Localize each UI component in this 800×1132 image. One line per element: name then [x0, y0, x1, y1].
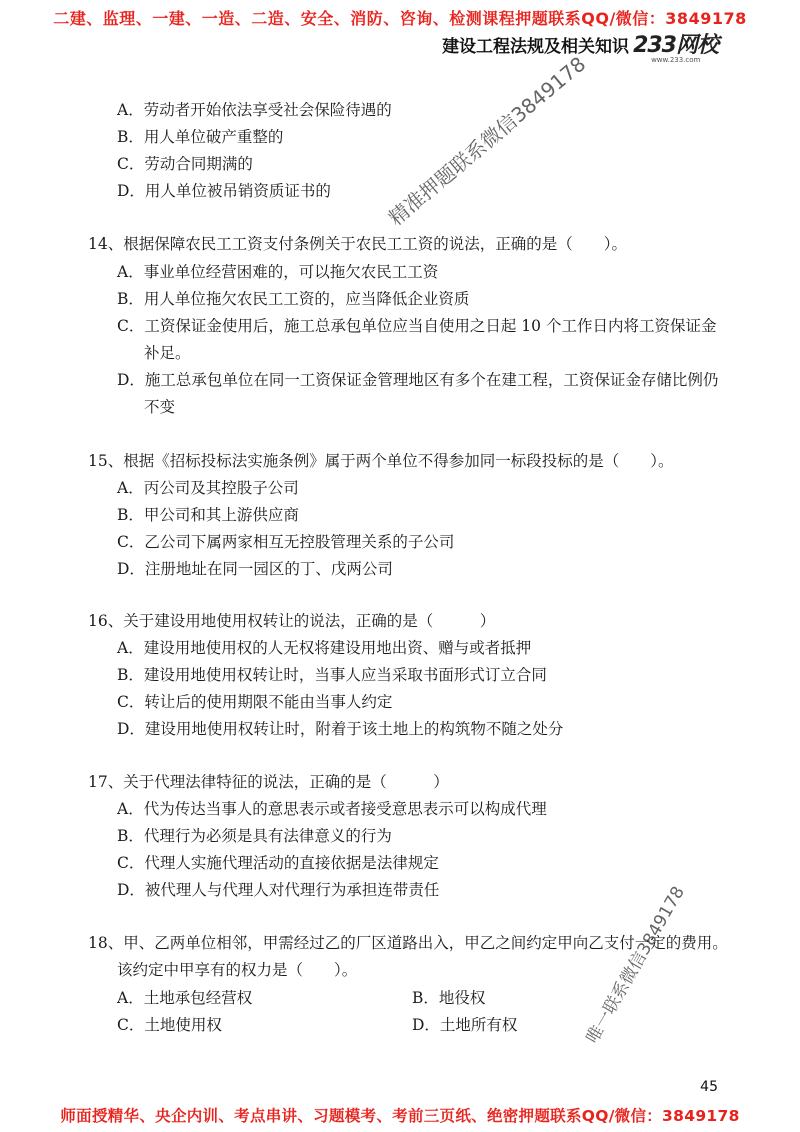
option: C．转让后的使用期限不能由当事人约定: [117, 693, 393, 711]
option-continuation: 不变: [144, 398, 176, 416]
logo-text: 233网校: [633, 33, 718, 58]
option: B．用人单位破产重整的: [117, 128, 284, 146]
option: B．建设用地使用权转让时，当事人应当采取书面形式订立合同: [117, 666, 547, 684]
question-stem: 17、关于代理法律特征的说法，正确的是（ ）: [88, 773, 449, 791]
option: D．被代理人与代理人对代理行为承担连带责任: [117, 881, 440, 899]
option: D．土地所有权: [412, 1016, 518, 1034]
option: B．代理行为必须是具有法律意义的行为: [117, 827, 392, 845]
option: D．建设用地使用权转让时，附着于该土地上的构筑物不随之处分: [117, 720, 564, 738]
question-stem: 16、关于建设用地使用权转让的说法，正确的是（ ）: [88, 612, 496, 630]
top-contact-banner: 二建、监理、一建、一造、二造、安全、消防、咨询、检测课程押题联系QQ/微信：3849178: [53, 9, 747, 28]
option: B．地役权: [412, 989, 486, 1007]
logo-subtext: www.233.com: [651, 56, 701, 64]
question-stem-continuation: 该约定中甲享有的权力是（ ）。: [117, 961, 358, 979]
option: D．用人单位被吊销资质证书的: [117, 182, 331, 200]
option-continuation: 补足。: [144, 344, 191, 362]
watermark-text: 唯一联系微信3849178: [582, 883, 689, 1047]
option: A．事业单位经营困难的，可以拖欠农民工工资: [117, 263, 439, 281]
watermark-text: 精准押题联系微信3849178: [383, 51, 591, 231]
option: A．土地承包经营权: [117, 989, 253, 1007]
option: A．代为传达当事人的意思表示或者接受意思表示可以构成代理: [117, 800, 547, 818]
option: C．代理人实施代理活动的直接依据是法律规定: [117, 854, 439, 872]
option: B．用人单位拖欠农民工工资的，应当降低企业资质: [117, 290, 470, 308]
option: A．劳动者开始依法享受社会保险待遇的: [117, 101, 392, 119]
option: A．建设用地使用权的人无权将建设用地出资、赠与或者抵押: [117, 639, 532, 657]
option: D．施工总承包单位在同一工资保证金管理地区有多个在建工程，工资保证金存储比例仍: [117, 371, 719, 389]
bottom-contact-banner: 师面授精华、央企内训、考点串讲、习题模考、考前三页纸、绝密押题联系QQ/微信：3849178: [60, 1107, 740, 1125]
option: C．劳动合同期满的: [117, 155, 253, 173]
option: C．乙公司下属两家相互无控股管理关系的子公司: [117, 533, 455, 551]
question-stem: 18、甲、乙两单位相邻，甲需经过乙的厂区道路出入，甲乙之间约定甲向乙支付一定的费用。: [88, 934, 728, 952]
option: D．注册地址在同一园区的丁、戊两公司: [117, 560, 393, 578]
option: C．工资保证金使用后，施工总承包单位应当自使用之日起 10 个工作日内将工资保证金: [117, 317, 717, 335]
option: B．甲公司和其上游供应商: [117, 506, 299, 524]
question-stem: 14、根据保障农民工工资支付条例关于农民工工资的说法，正确的是（ ）。: [88, 235, 627, 253]
page-number: 45: [700, 1079, 718, 1095]
question-stem: 15、根据《招标投标法实施条例》属于两个单位不得参加同一标段投标的是（ ）。: [88, 452, 674, 470]
subject-title: 建设工程法规及相关知识: [442, 37, 630, 57]
option: C．土地使用权: [117, 1016, 222, 1034]
option: A．丙公司及其控股子公司: [117, 479, 299, 497]
